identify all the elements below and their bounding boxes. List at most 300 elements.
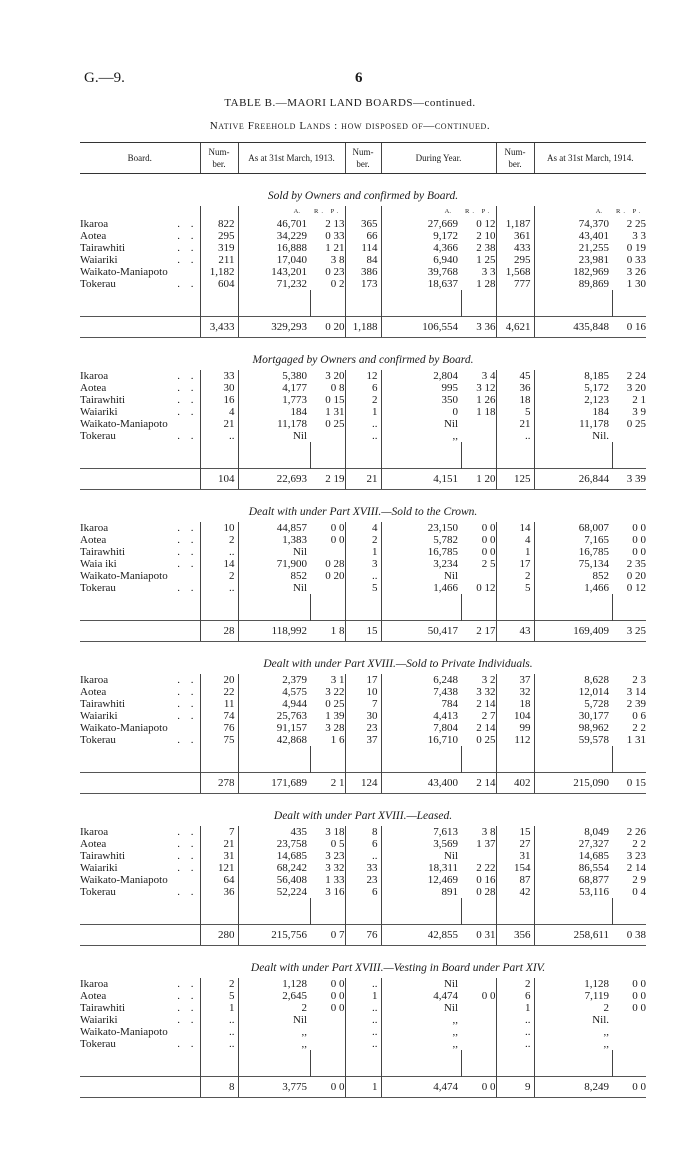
value-cell: 386: [345, 266, 381, 278]
value-cell: 56,408: [238, 874, 310, 886]
value-cell: 36: [200, 886, 238, 898]
unit-label: A.: [534, 206, 612, 218]
value-cell: 154: [496, 862, 534, 874]
board-name: Waikato-Maniapoto: [80, 266, 168, 278]
value-cell: 11: [200, 698, 238, 710]
value-cell: 5: [200, 990, 238, 1002]
value-cell: 36: [496, 382, 534, 394]
value-cell: 16,888: [238, 242, 310, 254]
table-row: [80, 370, 646, 382]
spacer-cell: [238, 290, 310, 317]
value-cell: 1: [345, 406, 381, 418]
board-name: Aotea: [80, 230, 107, 242]
unit-label: [80, 206, 200, 218]
spacer-cell: [345, 442, 381, 469]
total-value: 280: [200, 925, 238, 946]
spacer-cell: [80, 898, 200, 925]
value-cell: 2: [345, 534, 381, 546]
board-name: Tokerau: [80, 734, 116, 746]
value-cell: 42,868: [238, 734, 310, 746]
spacer-cell: [612, 898, 646, 925]
table-title: TABLE B.—MAORI LAND BOARDS—continued.: [224, 97, 476, 109]
value-cell: ..: [345, 1038, 381, 1050]
spacer-cell: [534, 290, 612, 317]
board-name: Waikato-Maniapoto: [80, 418, 168, 430]
board-name: Waikato-Maniapoto: [80, 874, 168, 886]
col-as-at-1913: As at 31st March, 1913.: [238, 143, 345, 174]
leader-dots: . .: [177, 558, 198, 570]
value-cell: 5: [496, 406, 534, 418]
value-cell: ..: [345, 850, 381, 862]
spacer-cell: [461, 898, 496, 925]
value-cell: 0 0: [481, 546, 496, 558]
value-cell: 0 33: [626, 254, 647, 266]
value-cell: 0 4: [632, 886, 647, 898]
spacer-cell: [200, 1050, 238, 1077]
value-cell: 0 28: [476, 886, 496, 898]
value-cell: 6: [345, 382, 381, 394]
leader-dots: . .: [177, 1002, 198, 1014]
board-name-cell: [80, 886, 200, 898]
board-name-cell: [80, 278, 200, 290]
total-label-cell: [80, 773, 200, 794]
value-cell: Nil: [238, 582, 310, 594]
value-cell: Nil: [238, 546, 310, 558]
value-cell: 0 25: [325, 418, 345, 430]
value-cell: 891: [381, 886, 461, 898]
total-value: 26,844: [534, 469, 612, 490]
table-row: [80, 266, 646, 278]
board-name-cell: [80, 534, 200, 546]
value-cell: 1 33: [325, 874, 345, 886]
value-cell: 43,401: [534, 230, 612, 242]
unit-label: R. P.: [616, 208, 644, 215]
value-cell: 2,804: [381, 370, 461, 382]
spacer-cell: [310, 594, 345, 621]
table-row: [80, 734, 646, 746]
table-row: [80, 418, 646, 430]
value-cell: 3 4: [481, 370, 496, 382]
value-cell: 23,981: [534, 254, 612, 266]
total-value: 106,554: [381, 317, 461, 338]
value-cell: ..: [200, 1038, 238, 1050]
total-value: 43,400: [381, 773, 461, 794]
spacer-cell: [80, 1050, 200, 1077]
land-boards-table: [80, 142, 646, 1098]
value-cell: 39,768: [381, 266, 461, 278]
value-cell: 2 25: [626, 218, 647, 230]
board-name: Ikaroa: [80, 978, 109, 990]
col-during-year: During Year.: [381, 143, 496, 174]
value-cell: 184: [534, 406, 612, 418]
board-name: Waikato-Maniapoto: [80, 1026, 168, 1038]
board-name-cell: [80, 874, 200, 886]
value-cell: 4: [345, 522, 381, 534]
value-cell: 0 20: [626, 570, 647, 582]
value-cell: 3 20: [325, 370, 345, 382]
spacer-cell: [381, 746, 461, 773]
value-cell: 52,224: [238, 886, 310, 898]
spacer-cell: [200, 594, 238, 621]
value-cell: 1 18: [476, 406, 496, 418]
value-cell: 20: [200, 674, 238, 686]
value-cell: 3 20: [626, 382, 647, 394]
value-cell: 2: [345, 394, 381, 406]
table-row: [80, 722, 646, 734]
value-cell: 8,049: [534, 826, 612, 838]
value-cell: 21: [200, 838, 238, 850]
value-cell: 1 6: [330, 734, 345, 746]
total-row: [80, 469, 646, 490]
value-cell: 0 28: [325, 558, 345, 570]
board-name: Ikaroa: [80, 522, 109, 534]
total-value: 329,293: [238, 317, 310, 338]
value-cell: 7,119: [534, 990, 612, 1002]
col-number-year: Num- ber.: [345, 143, 381, 174]
value-cell: 784: [381, 698, 461, 710]
value-cell: 604: [200, 278, 238, 290]
value-cell: [461, 850, 496, 862]
value-cell: 0 0: [330, 990, 345, 1002]
value-cell: 777: [496, 278, 534, 290]
value-cell: 0 5: [330, 838, 345, 850]
board-name-cell: [80, 522, 200, 534]
value-cell: ..: [345, 1002, 381, 1014]
value-cell: 0 0: [330, 978, 345, 990]
spacer-cell: [310, 290, 345, 317]
value-cell: 27,669: [381, 218, 461, 230]
value-cell: ..: [200, 1014, 238, 1026]
total-value: 0 16: [612, 317, 646, 338]
leader-dots: . .: [177, 370, 198, 382]
table-row: [80, 1014, 646, 1026]
spacer-cell: [200, 442, 238, 469]
value-cell: 5,782: [381, 534, 461, 546]
total-value: 3 36: [461, 317, 496, 338]
value-cell: 1,383: [238, 534, 310, 546]
value-cell: 852: [238, 570, 310, 582]
value-cell: 6,248: [381, 674, 461, 686]
value-cell: 435: [238, 826, 310, 838]
value-cell: 0 0: [632, 978, 647, 990]
value-cell: 14: [200, 558, 238, 570]
board-name-cell: [80, 558, 200, 570]
value-cell: 1,568: [496, 266, 534, 278]
value-cell: 2 5: [481, 558, 496, 570]
leader-dots: . .: [177, 826, 198, 838]
value-cell: 31: [200, 850, 238, 862]
value-cell: 3 3: [481, 266, 496, 278]
value-cell: 0 2: [330, 278, 345, 290]
value-cell: 2 2: [632, 722, 647, 734]
board-name-cell: [80, 1002, 200, 1014]
table-row: [80, 430, 646, 442]
value-cell: [310, 582, 345, 594]
value-cell: 1 37: [476, 838, 496, 850]
value-cell: 2,123: [534, 394, 612, 406]
board-name-cell: [80, 686, 200, 698]
board-name-cell: [80, 406, 200, 418]
value-cell: [461, 1038, 496, 1050]
value-cell: ..: [496, 430, 534, 442]
value-cell: 4,944: [238, 698, 310, 710]
value-cell: 2: [238, 1002, 310, 1014]
spacer-cell: [612, 290, 646, 317]
leader-dots: . .: [177, 278, 198, 290]
table-row: [80, 382, 646, 394]
board-name-cell: [80, 582, 200, 594]
value-cell: 14: [496, 522, 534, 534]
spacer-cell: [461, 290, 496, 317]
value-cell: 295: [200, 230, 238, 242]
spacer-cell: [345, 290, 381, 317]
value-cell: 44,857: [238, 522, 310, 534]
board-name: Waiariki: [80, 710, 118, 722]
table-row: [80, 990, 646, 1002]
value-cell: 5: [345, 582, 381, 594]
value-cell: 4: [496, 534, 534, 546]
total-value: 4,151: [381, 469, 461, 490]
value-cell: 68,877: [534, 874, 612, 886]
board-name-cell: [80, 266, 200, 278]
value-cell: 68,007: [534, 522, 612, 534]
board-name: Tairawhiti: [80, 850, 126, 862]
value-cell: 7,613: [381, 826, 461, 838]
value-cell: 0 0: [632, 1002, 647, 1014]
board-name-cell: [80, 710, 200, 722]
total-value: 9: [496, 1077, 534, 1098]
value-cell: 3 23: [626, 850, 647, 862]
value-cell: 1: [200, 1002, 238, 1014]
total-label-cell: [80, 925, 200, 946]
spacer-cell: [496, 898, 534, 925]
value-cell: ..: [345, 978, 381, 990]
total-row: [80, 317, 646, 338]
section-heading-row: [80, 338, 646, 371]
spacer-cell: [461, 594, 496, 621]
leader-dots: . .: [177, 978, 198, 990]
value-cell: 4,177: [238, 382, 310, 394]
value-cell: ..: [345, 1014, 381, 1026]
leader-dots: . .: [177, 886, 198, 898]
board-name: Ikaroa: [80, 218, 109, 230]
spacer-cell: [496, 290, 534, 317]
value-cell: 2: [496, 978, 534, 990]
total-value: 50,417: [381, 621, 461, 642]
total-label-cell: [80, 317, 200, 338]
value-cell: 12: [345, 370, 381, 382]
section-heading: Mortgaged by Owners and confirmed by Board.: [252, 354, 474, 366]
value-cell: 7: [200, 826, 238, 838]
board-name: Waikato-Maniapoto: [80, 722, 168, 734]
col-board: Board.: [80, 143, 200, 174]
page-header-ref: G.—9.: [84, 70, 125, 86]
value-cell: 75: [200, 734, 238, 746]
value-cell: 822: [200, 218, 238, 230]
spacer-row: [80, 1050, 646, 1077]
value-cell: 8,185: [534, 370, 612, 382]
value-cell: 42: [496, 886, 534, 898]
board-name-cell: [80, 862, 200, 874]
total-value: 3 25: [612, 621, 646, 642]
board-name: Tokerau: [80, 886, 116, 898]
board-name: Tokerau: [80, 278, 116, 290]
value-cell: 4,413: [381, 710, 461, 722]
leader-dots: . .: [177, 1038, 198, 1050]
value-cell: 22: [200, 686, 238, 698]
value-cell: 184: [238, 406, 310, 418]
table-row: [80, 826, 646, 838]
value-cell: [461, 978, 496, 990]
board-name-cell: [80, 1038, 200, 1050]
value-cell: 104: [496, 710, 534, 722]
value-cell: 350: [381, 394, 461, 406]
value-cell: ,,: [534, 1026, 612, 1038]
leader-dots: . .: [177, 230, 198, 242]
value-cell: ..: [345, 418, 381, 430]
unit-label: [345, 206, 381, 218]
value-cell: 2 2: [632, 838, 647, 850]
table-row: [80, 278, 646, 290]
value-cell: 0 33: [325, 230, 345, 242]
spacer-cell: [534, 898, 612, 925]
units-row: [80, 206, 646, 218]
total-value: 124: [345, 773, 381, 794]
value-cell: Nil: [238, 430, 310, 442]
leader-dots: . .: [177, 582, 198, 594]
value-cell: 3 32: [476, 686, 496, 698]
value-cell: 17: [345, 674, 381, 686]
spacer-cell: [612, 1050, 646, 1077]
value-cell: 16,785: [534, 546, 612, 558]
value-cell: Nil.: [534, 430, 612, 442]
value-cell: 0 0: [330, 522, 345, 534]
total-value: 435,848: [534, 317, 612, 338]
value-cell: Nil.: [534, 1014, 612, 1026]
value-cell: 23,758: [238, 838, 310, 850]
board-name-cell: [80, 218, 200, 230]
value-cell: 30: [345, 710, 381, 722]
value-cell: 2: [200, 978, 238, 990]
total-value: 1: [345, 1077, 381, 1098]
total-value: 1,188: [345, 317, 381, 338]
total-row: [80, 773, 646, 794]
total-value: 1 20: [461, 469, 496, 490]
value-cell: 10: [345, 686, 381, 698]
section-heading: Dealt with under Part XVIII.—Sold to Private Individuals.: [263, 658, 533, 670]
value-cell: 2 9: [632, 874, 647, 886]
value-cell: 1: [345, 546, 381, 558]
value-cell: 3: [345, 558, 381, 570]
spacer-cell: [80, 442, 200, 469]
board-name: Ikaroa: [80, 674, 109, 686]
section-heading: Dealt with under Part XVIII.—Leased.: [273, 810, 453, 822]
table-row: [80, 1002, 646, 1014]
value-cell: 2 1: [632, 394, 647, 406]
spacer-cell: [80, 746, 200, 773]
spacer-cell: [496, 746, 534, 773]
value-cell: [461, 430, 496, 442]
spacer-row: [80, 442, 646, 469]
value-cell: 31: [496, 850, 534, 862]
value-cell: 6: [496, 990, 534, 1002]
value-cell: ..: [345, 1026, 381, 1038]
value-cell: 33: [200, 370, 238, 382]
value-cell: ,,: [381, 1014, 461, 1026]
section-heading: Dealt with under Part XVIII.—Vesting in Board under Part XIV.: [250, 962, 546, 974]
value-cell: 4,575: [238, 686, 310, 698]
board-name: Waiariki: [80, 862, 118, 874]
value-cell: 0 0: [632, 534, 647, 546]
board-name: Tokerau: [80, 1038, 116, 1050]
value-cell: Nil: [381, 850, 461, 862]
total-value: 2 19: [310, 469, 345, 490]
value-cell: 361: [496, 230, 534, 242]
value-cell: 1,128: [534, 978, 612, 990]
table-row: [80, 686, 646, 698]
leader-dots: . .: [177, 242, 198, 254]
value-cell: 7,165: [534, 534, 612, 546]
section-heading: Sold by Owners and confirmed by Board.: [267, 190, 459, 202]
value-cell: 1,466: [381, 582, 461, 594]
value-cell: 0 16: [476, 874, 496, 886]
value-cell: 87: [496, 874, 534, 886]
value-cell: 995: [381, 382, 461, 394]
total-value: 3,775: [238, 1077, 310, 1098]
value-cell: 23,150: [381, 522, 461, 534]
spacer-cell: [461, 746, 496, 773]
section-heading-row: [80, 946, 646, 979]
value-cell: 25,763: [238, 710, 310, 722]
board-name: Waiariki: [80, 1014, 118, 1026]
value-cell: 3 28: [325, 722, 345, 734]
unit-label: A.: [381, 206, 461, 218]
value-cell: 21: [496, 418, 534, 430]
value-cell: [461, 570, 496, 582]
board-name: Aotea: [80, 534, 107, 546]
spacer-cell: [345, 746, 381, 773]
total-value: 171,689: [238, 773, 310, 794]
spacer-cell: [238, 898, 310, 925]
value-cell: 2: [200, 534, 238, 546]
board-name-cell: [80, 254, 200, 266]
section-heading-row: [80, 794, 646, 827]
table-row: [80, 674, 646, 686]
value-cell: 34,229: [238, 230, 310, 242]
value-cell: 1 25: [476, 254, 496, 266]
total-value: 0 31: [461, 925, 496, 946]
leader-dots: . .: [177, 734, 198, 746]
value-cell: 6: [345, 838, 381, 850]
value-cell: 0 0: [632, 546, 647, 558]
spacer-cell: [612, 442, 646, 469]
spacer-cell: [534, 442, 612, 469]
value-cell: 852: [534, 570, 612, 582]
board-name: Tokerau: [80, 582, 116, 594]
board-name-cell: [80, 1014, 200, 1026]
value-cell: [310, 1026, 345, 1038]
value-cell: 75,134: [534, 558, 612, 570]
spacer-cell: [496, 442, 534, 469]
value-cell: 0 25: [626, 418, 647, 430]
leader-dots: . .: [177, 850, 198, 862]
value-cell: 99: [496, 722, 534, 734]
value-cell: [461, 1002, 496, 1014]
value-cell: 5,728: [534, 698, 612, 710]
col-number-1914: Num- ber.: [496, 143, 534, 174]
value-cell: 18,311: [381, 862, 461, 874]
value-cell: 3 18: [325, 826, 345, 838]
